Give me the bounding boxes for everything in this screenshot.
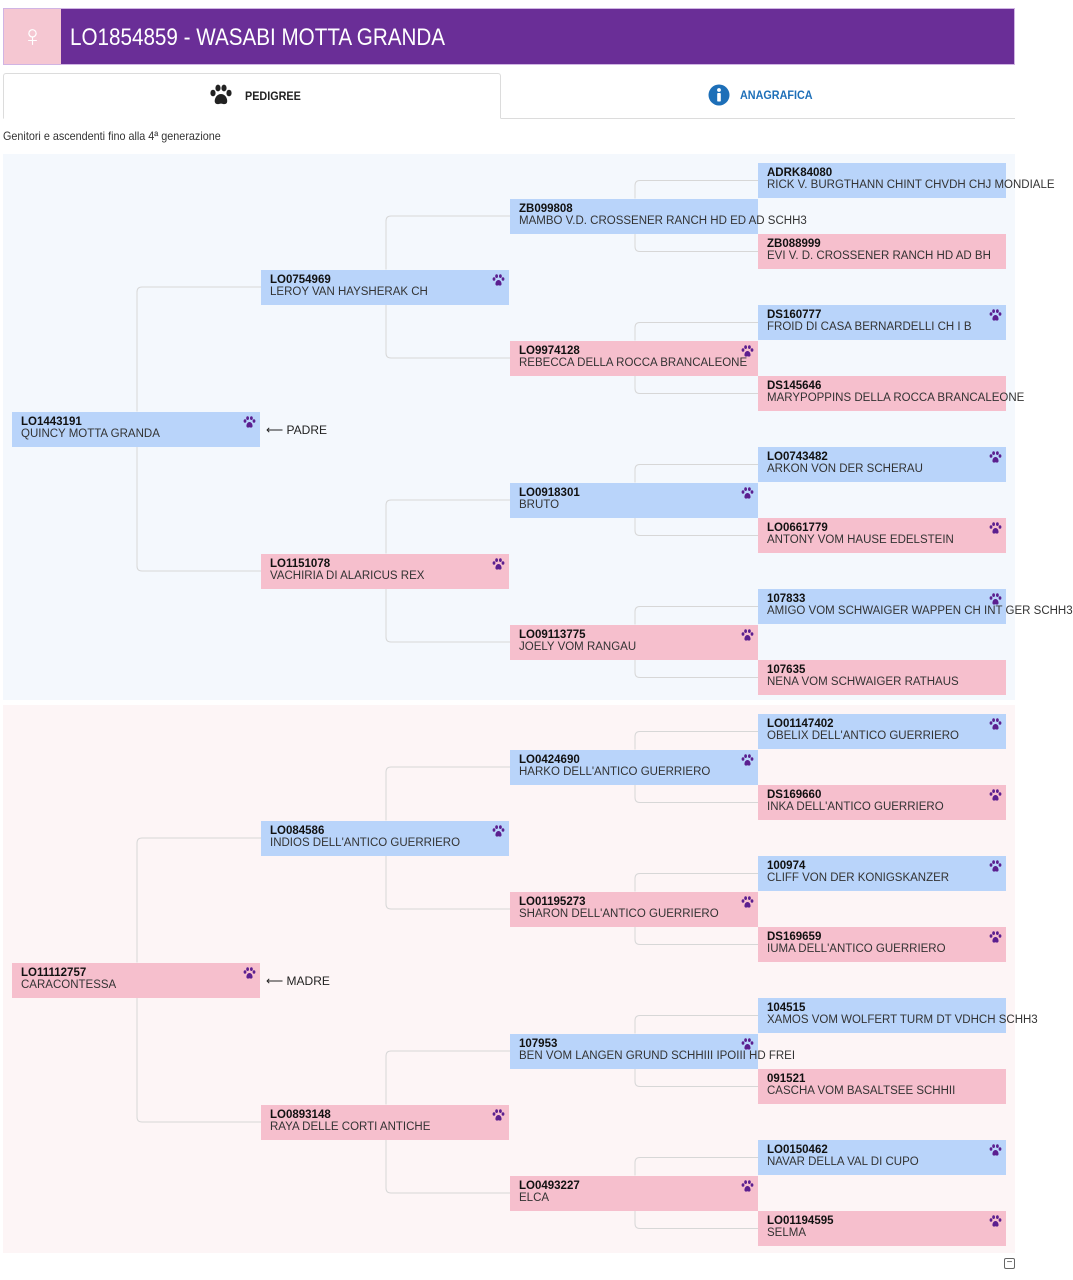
paw-icon[interactable] [989,860,1002,872]
dog-registration-number: LO01195273 [519,895,586,908]
dog-name: RAYA DELLE CORTI ANTICHE [270,1120,431,1133]
dog-registration-number: LO0918301 [519,486,580,499]
dog-name: SELMA [767,1227,806,1239]
dog-name: MARYPOPPINS DELLA ROCCA BRANCALEONE [767,392,1025,404]
ancestor-card[interactable] [758,785,1006,820]
paw-icon[interactable] [989,451,1002,463]
dam-card[interactable] [12,963,260,998]
paw-icon[interactable] [492,274,505,286]
ancestor-card[interactable] [758,1069,1006,1104]
tab-anagrafica-label: ANAGRAFICA [740,88,813,102]
dog-registration-number: DS145646 [767,380,822,392]
ancestor-card[interactable] [758,163,1055,198]
dog-name: LEROY VAN HAYSHERAK CH [270,285,428,298]
dog-name: CLIFF VON DER KONIGSKANZER [767,872,950,884]
ancestor-card[interactable] [758,714,1006,749]
dog-registration-number: LO084586 [270,824,325,837]
paw-icon[interactable] [989,789,1002,801]
ancestor-card[interactable] [758,376,1025,411]
dog-registration-number: LO09113775 [519,628,586,641]
tab-pedigree[interactable] [3,73,501,119]
dog-registration-number: LO1443191 [21,415,82,428]
dog-name: EVI V. D. CROSSENER RANCH HD AD BH [767,250,991,262]
dog-registration-number: ADRK84080 [767,167,833,179]
dog-name: IUMA DELL'ANTICO GUERRIERO [767,943,946,955]
dog-name: INKA DELL'ANTICO GUERRIERO [767,801,944,813]
dog-registration-number: DS169659 [767,931,822,943]
paw-icon[interactable] [741,1038,754,1050]
dog-name: BRUTO [519,498,560,511]
ancestor-card[interactable] [510,199,807,234]
dog-name: MAMBO V.D. CROSSENER RANCH HD ED AD SCHH3 [519,214,807,227]
dog-name: NENA VOM SCHWAIGER RATHAUS [767,676,959,688]
dog-registration-number: DS169660 [767,789,822,801]
dog-name: INDIOS DELL'ANTICO GUERRIERO [270,836,461,849]
dog-name: QUINCY MOTTA GRANDA [21,427,160,440]
paw-icon[interactable] [492,825,505,837]
ancestor-card[interactable] [758,447,1006,482]
dog-name: REBECCA DELLA ROCCA BRANCALEONE [519,356,748,369]
ancestor-card[interactable] [758,998,1038,1033]
dog-registration-number: LO0424690 [519,753,580,766]
page-title: LO1854859 - WASABI MOTTA GRANDA [70,24,446,51]
dog-name: AMIGO VOM SCHWAIGER WAPPEN CH INT GER SCHH3 [767,605,1073,617]
ancestor-card[interactable] [510,483,758,518]
paw-icon [209,84,233,106]
paw-icon[interactable] [989,593,1002,605]
ancestor-card[interactable] [261,270,509,305]
paw-icon[interactable] [492,1109,505,1121]
dog-name: JOELY VOM RANGAU [519,640,637,653]
dog-name: ARKON VON DER SCHERAU [767,463,923,475]
paw-icon[interactable] [989,309,1002,321]
ancestor-card[interactable] [261,821,509,856]
ancestor-card[interactable] [758,660,1006,695]
dog-registration-number: LO0754969 [270,273,331,286]
dog-name: XAMOS VOM WOLFERT TURM DT VDHCH SCHH3 [767,1014,1038,1026]
dog-registration-number: LO0150462 [767,1144,828,1156]
dog-name: BEN VOM LANGEN GRUND SCHHIII IPOIII HD FREI [519,1049,796,1062]
pedigree-subtitle: Genitori e ascendenti fino alla 4ª generazione [3,129,221,143]
ancestor-card[interactable] [510,341,758,376]
dog-registration-number: LO0493227 [519,1179,580,1192]
dog-registration-number: LO11112757 [21,966,87,979]
paw-icon[interactable] [243,967,256,979]
paw-icon[interactable] [989,1215,1002,1227]
dog-name: OBELIX DELL'ANTICO GUERRIERO [767,730,959,742]
info-icon [708,84,730,106]
paw-icon[interactable] [741,896,754,908]
dog-registration-number: 107953 [519,1037,558,1050]
ancestor-card[interactable] [261,554,509,589]
dog-registration-number: LO0661779 [767,522,828,534]
dog-registration-number: 107833 [767,593,806,605]
page-header [3,8,1015,65]
paw-icon[interactable] [989,1144,1002,1156]
ancestor-card[interactable] [758,856,1006,891]
ancestor-card[interactable] [261,1105,509,1140]
paw-icon[interactable] [741,345,754,357]
dog-name: VACHIRIA DI ALARICUS REX [270,569,425,582]
dog-registration-number: ZB099808 [519,202,573,215]
dog-name: ELCA [519,1191,550,1204]
paw-icon[interactable] [741,629,754,641]
ancestor-card[interactable] [510,1034,796,1069]
dog-registration-number: 100974 [767,860,806,872]
ancestor-card[interactable] [758,305,1006,340]
padre-label: ⟵ PADRE [266,423,327,437]
ancestor-card[interactable] [758,1211,1006,1246]
dog-registration-number: LO1151078 [270,557,331,570]
dog-name: ANTONY VOM HAUSE EDELSTEIN [767,534,954,546]
ancestor-card[interactable] [758,1140,1006,1175]
ancestor-card[interactable] [758,589,1073,624]
dog-name: HARKO DELL'ANTICO GUERRIERO [519,765,711,778]
dog-registration-number: LO01147402 [767,718,834,730]
dog-registration-number: ZB088999 [767,238,821,250]
dog-registration-number: DS160777 [767,309,822,321]
paw-icon[interactable] [243,416,256,428]
ancestor-card[interactable] [510,625,758,660]
dog-registration-number: 091521 [767,1073,806,1085]
paw-icon[interactable] [989,718,1002,730]
paw-icon[interactable] [989,522,1002,534]
tab-bar [3,73,1015,119]
ancestor-card[interactable] [758,518,1006,553]
ancestor-card[interactable] [510,892,758,927]
paw-icon[interactable] [741,1180,754,1192]
ancestor-card[interactable] [510,750,758,785]
paw-icon[interactable] [741,487,754,499]
dog-name: RICK V. BURGTHANN CHINT CHVDH CHJ MONDIALE [767,179,1055,191]
paw-icon[interactable] [989,931,1002,943]
ancestor-card[interactable] [510,1176,758,1211]
dog-registration-number: LO9974128 [519,344,580,357]
dog-registration-number: LO0893148 [270,1108,331,1121]
tab-anagrafica[interactable] [501,73,1015,117]
dog-registration-number: 104515 [767,1002,806,1014]
dog-registration-number: LO01194595 [767,1215,834,1227]
ancestor-card[interactable] [758,234,1006,269]
paw-icon[interactable] [741,754,754,766]
dog-name: SHARON DELL'ANTICO GUERRIERO [519,907,719,920]
madre-label: ⟵ MADRE [266,974,330,988]
female-sex-icon: ♀ [4,9,61,64]
ancestor-card[interactable] [758,927,1006,962]
dog-name: FROID DI CASA BERNARDELLI CH I B [767,321,972,333]
dog-name: CARACONTESSA [21,978,117,991]
paw-icon[interactable] [492,558,505,570]
dog-name: NAVAR DELLA VAL DI CUPO [767,1156,919,1168]
tab-pedigree-label: PEDIGREE [245,89,301,103]
dog-registration-number: 107635 [767,664,806,676]
collapse-toggle-icon[interactable]: − [1004,1258,1015,1269]
sire-card[interactable] [12,412,260,447]
dog-name: CASCHA VOM BASALTSEE SCHHII [767,1085,956,1097]
dog-registration-number: LO0743482 [767,451,828,463]
